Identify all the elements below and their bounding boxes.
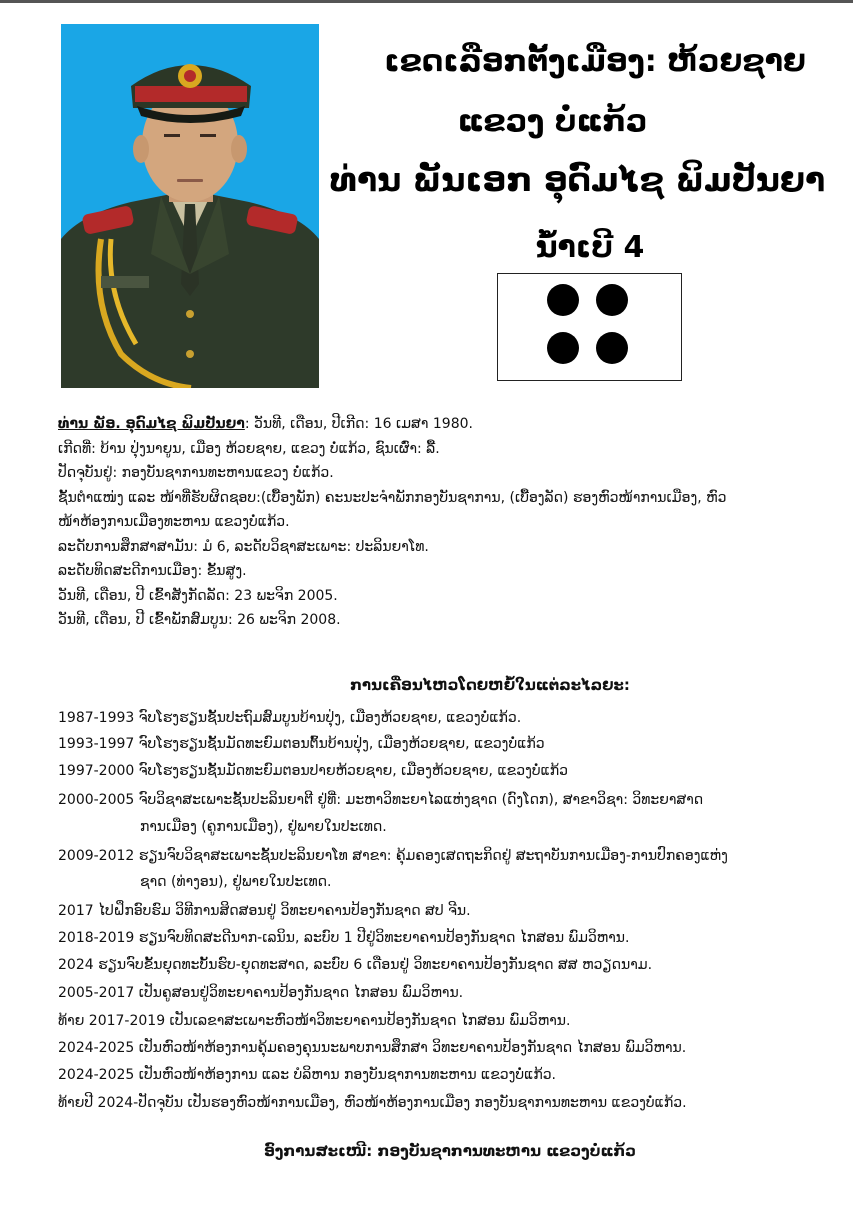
ballot-dot — [596, 284, 628, 316]
ballot-number-box — [497, 273, 682, 381]
activity-item: 2018-2019 ຮຽນຈົບທິດສະດີນາກ-ເລນິນ, ລະບົບ 1 ປີຢູ່ວິທະຍາຄານປ້ອງກັນຊາດ ໄກສອນ ພົມວິຫານ. — [58, 930, 630, 946]
activities-heading: ການເຄື່ອນໄຫວໂດຍຫຍໍ້ໃນແຕ່ລະໄລຍະ: — [350, 676, 630, 694]
ballot-dot — [547, 332, 579, 364]
province-title: ແຂວງ ບໍ່ແກ້ວ — [457, 104, 648, 139]
activity-item: 1993-1997 ຈົບໂຮງຮຽນຊັ້ນມັດທະຍົມຕອນຕົ້ນບ້ານປຸ່ງ, ເມືອງຫ້ວຍຊາຍ, ແຂວງບໍ່ແກ້ວ — [58, 736, 545, 752]
activity-item: 1987-1993 ຈົບໂຮງຮຽນຊັ້ນປະຖົມສົມບູນບ້ານປຸ່ງ, ເມືອງຫ້ວຍຊາຍ, ແຂວງບໍ່ແກ້ວ. — [58, 710, 522, 726]
biography-section — [58, 412, 818, 633]
bio-name: ທ່ານ ພັອ. ອຸດົມໄຊ ພິມປັນຍາ — [58, 416, 245, 432]
activity-item-continued: ການເມືອງ (ຄູການເມືອງ), ຢູ່ພາຍໃນປະເທດ. — [140, 819, 387, 835]
bio-party-join: ວັນທີ, ເດືອນ, ປີ ເຂົ້າພັກສົມບູນ: 26 ພະຈິກ 2008. — [58, 612, 341, 628]
top-border — [0, 0, 853, 3]
activity-item: 2000-2005 ຈົບວິຊາສະເພາະຊັ້ນປະລິນຍາຕີ ຢູ່ທີ່: ມະຫາວິທະຍາໄລແຫ່ງຊາດ (ດົງໂດກ), ສາຂາວິຊາ: ວິທະຍາສາດ — [58, 792, 704, 808]
activity-item: 2009-2012 ຮຽນຈົບວິຊາສະເພາະຊັ້ນປະລິນຍາໂທ ສາຂາ: ຄຸ້ມຄອງເສດຖະກິດຢູ່ ສະຖາບັນການເມືອງ-ການປົກຄອງແຫ່ງ — [58, 848, 728, 864]
activity-item: 2024 ຮຽນຈົບຂັ້ນຍຸດທະບັ້ນຮົບ-ຍຸດທະສາດ, ລະບົບ 6 ເດືອນຢູ່ ວິທະຍາຄານປ້ອງກັນຊາດ ສສ ຫວຽດນາມ. — [58, 957, 653, 973]
bio-position-line2: ໜ້າຫ້ອງການເມືອງທະຫານ ແຂວງບໍ່ແກ້ວ. — [58, 514, 290, 530]
ballot-dot — [596, 332, 628, 364]
nominating-organization: ອົງການສະເໜີ: ກອງບັນຊາການທະຫານ ແຂວງບໍ່ແກ້ວ — [264, 1142, 636, 1160]
bio-current: ປັດຈຸບັນຢູ່: ກອງບັນຊາການທະຫານແຂວງ ບໍ່ແກ້ວ. — [58, 465, 334, 481]
bio-army-join: ວັນທີ, ເດືອນ, ປີ ເຂົ້າສັງກັດລັດ: 23 ພະຈິກ 2005. — [58, 587, 338, 604]
activity-item: ທ້າຍປີ 2024-ປັດຈຸບັນ ເປັນຮອງຫົວໜ້າການເມືອງ, ຫົວໜ້າຫ້ອງການເມືອງ ກອງບັນຊາການທະຫານ ແຂວງບໍ່ແກ້ວ. — [58, 1095, 687, 1111]
candidate-number-label: ນໍ້າເບີ 4 — [535, 230, 645, 265]
activity-item: 2005-2017 ເປັນຄູສອນຢູ່ວິທະຍາຄານປ້ອງກັນຊາດ ໄກສອນ ພົມວິຫານ. — [58, 985, 464, 1001]
bio-birth-date: : ວັນທີ, ເດືອນ, ປີເກີດ: 16 ເມສາ 1980. — [244, 416, 473, 432]
activity-item: 2024-2025 ເປັນຫົວໜ້າຫ້ອງການຄຸ້ມຄອງຄຸນນະພາບການສຶກສາ ວິທະຍາຄານປ້ອງກັນຊາດ ໄກສອນ ພົມວິຫານ. — [58, 1040, 687, 1056]
activity-item-continued: ຊາດ (ທ່າງອນ), ຢູ່ພາຍໃນປະເທດ. — [140, 874, 332, 890]
candidate-portrait-image — [61, 24, 319, 388]
activity-item: 2024-2025 ເປັນຫົວໜ້າຫ້ອງການ ແລະ ບໍລິຫານ ກອງບັນຊາການທະຫານ ແຂວງບໍ່ແກ້ວ. — [58, 1067, 557, 1083]
ballot-dot — [547, 284, 579, 316]
candidate-photo — [61, 24, 319, 388]
activity-item: 1997-2000 ຈົບໂຮງຮຽນຊັ້ນມັດທະຍົມຕອນປາຍຫ້ວຍຊາຍ, ເມືອງຫ້ວຍຊາຍ, ແຂວງບໍ່ແກ້ວ — [58, 763, 569, 779]
candidate-name-title: ທ່ານ ພັນເອກ ອຸດົມໄຊ ພິມປັນຍາ — [330, 160, 826, 199]
bio-education: ລະດັບການສຶກສາສາມັນ: ມໍ 6, ລະດັບວິຊາສະເພາະ: ປະລິນຍາໂທ. — [58, 538, 429, 555]
bio-birthplace: ເກີດທີ່: ບ້ານ ປຸ່ງນາຍູນ, ເມືອງ ຫ້ວຍຊາຍ, ແຂວງ ບໍ່ແກ້ວ, ຊົນເຜົ່າ: ລື້. — [58, 440, 440, 457]
bio-position-line1: ຊັ້ນຕຳແໜ່ງ ແລະ ໜ້າທີ່ຮັບຜິດຊອບ:(ເບື້ອງພັກ) ຄະນະປະຈຳພັກກອງບັນຊາການ, (ເບື້ອງລັດ) ຮອງຫົວໜ້າການເມືອງ, ຫົວ — [58, 489, 727, 506]
activity-item: 2017 ໄປຝຶກອົບຮົມ ວິທີການສິດສອນຢູ່ ວິທະຍາຄານປ້ອງກັນຊາດ ສປ ຈີນ. — [58, 903, 471, 919]
bio-political: ລະດັບທິດສະດີການເມືອງ: ຂັ້ນສູງ. — [58, 563, 247, 579]
bio-name-line — [58, 412, 818, 437]
activity-item: ທ້າຍ 2017-2019 ເປັນເລຂາສະເພາະຫົວໜ້າວິທະຍາຄານປ້ອງກັນຊາດ ໄກສອນ ພົມວິຫານ. — [58, 1013, 571, 1029]
constituency-title: ເຂດເລືອກຕັ້ງເມືອງ: ຫ້ວຍຊາຍ — [384, 44, 806, 79]
